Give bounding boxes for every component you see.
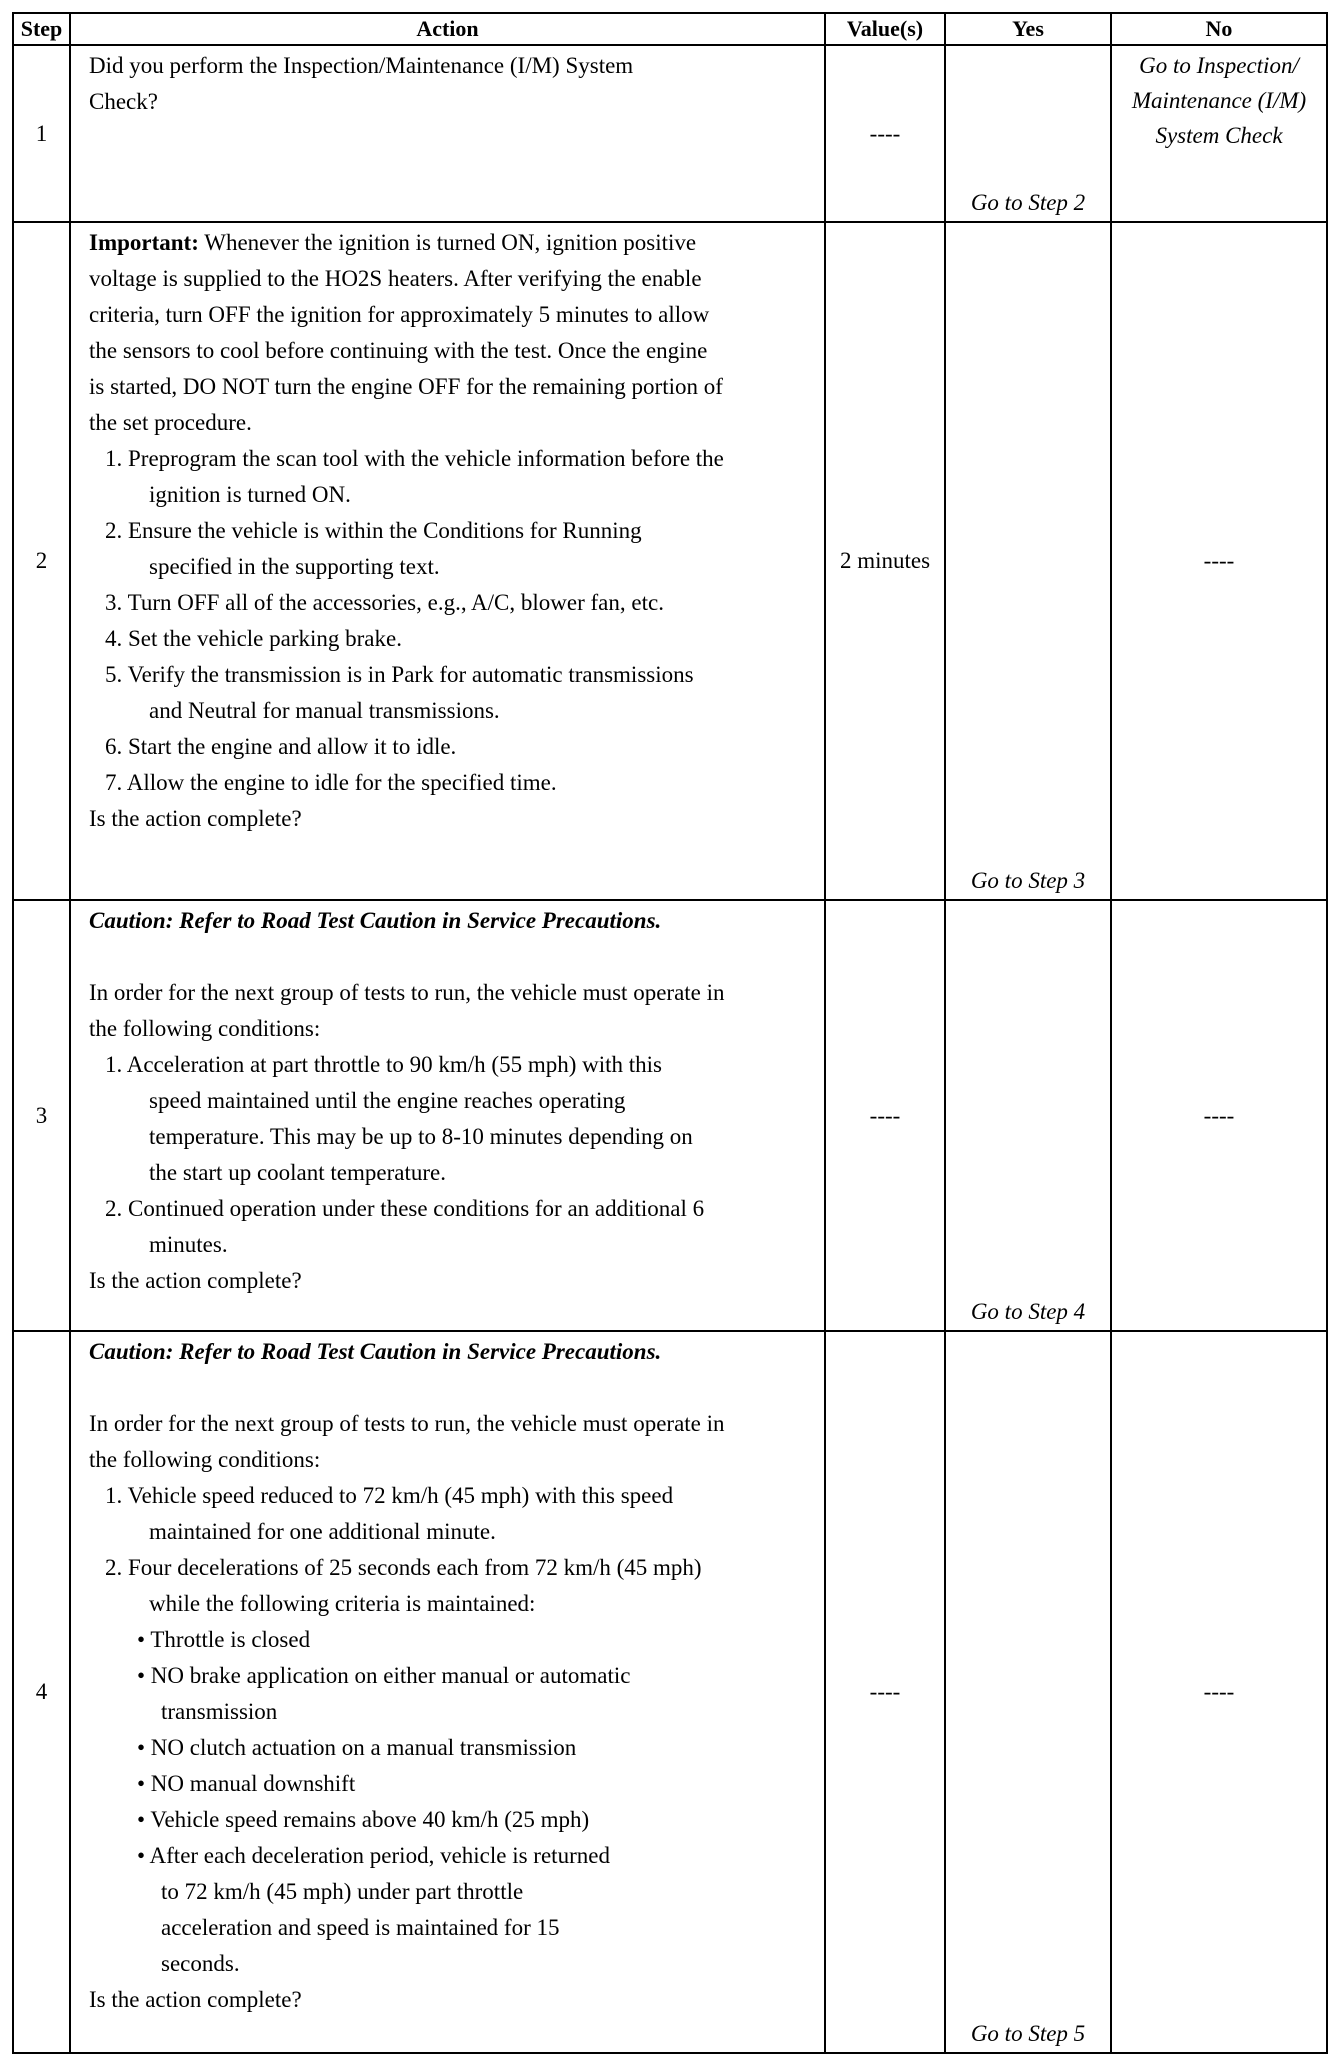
step-number: 1 (13, 45, 70, 222)
header-no: No (1111, 13, 1327, 45)
no-value: ---- (1111, 1331, 1327, 2053)
yes-link[interactable]: Go to Step 5 (945, 1331, 1111, 2053)
list-item: 4. Set the vehicle parking brake. (105, 626, 402, 651)
caution-note: Caution: Refer to Road Test Caution in Service Precautions. (89, 1339, 662, 1364)
header-action: Action (70, 13, 825, 45)
table-row (13, 900, 1327, 1331)
important-text: Whenever the ignition is turned ON, ignition positive voltage is supplied to the HO2S heaters. After verifying the enable criteria, turn OFF the ignition for approximately 5 minutes to allow the sensors to cool before continuing with the test. Once the engine is started, DO NOT turn the engine OFF for the remaining portion of the set procedure. (89, 230, 723, 435)
completion-question: Is the action complete? (89, 1268, 302, 1293)
value-cell: 2 minutes (825, 222, 945, 900)
list-item: 5. Verify the transmission is in Park for automatic transmissions and Neutral for manual transmissions. (105, 662, 694, 723)
bullet-item: • NO clutch actuation on a manual transmission (137, 1735, 577, 1760)
bullet-item: • NO brake application on either manual or automatic transmission (137, 1663, 631, 1724)
list-item: 6. Start the engine and allow it to idle. (105, 734, 457, 759)
procedure-steps (89, 1478, 816, 1622)
list-item: 2. Ensure the vehicle is within the Conditions for Running specified in the supporting text. (105, 518, 642, 579)
no-value: ---- (1111, 900, 1327, 1331)
value-cell: ---- (825, 1331, 945, 2053)
list-item: 1. Preprogram the scan tool with the vehicle information before the ignition is turned ON. (105, 446, 724, 507)
table-header-row (13, 13, 1327, 45)
intro-text: In order for the next group of tests to run, the vehicle must operate in the following conditions: (89, 980, 725, 1041)
table-row (13, 45, 1327, 222)
criteria-bullets (89, 1622, 816, 1982)
spacer (89, 939, 816, 975)
procedure-steps (89, 441, 816, 801)
completion-question: Is the action complete? (89, 1987, 302, 2012)
yes-link[interactable]: Go to Step 4 (945, 900, 1111, 1331)
bullet-item: • NO manual downshift (137, 1771, 356, 1796)
bullet-item: • Throttle is closed (137, 1627, 311, 1652)
caution-note: Caution: Refer to Road Test Caution in Service Precautions. (89, 908, 662, 933)
list-item: 1. Vehicle speed reduced to 72 km/h (45 mph) with this speed maintained for one additional minute. (105, 1483, 674, 1544)
no-link[interactable]: Go to Inspection/ Maintenance (I/M) System Check (1111, 45, 1327, 222)
action-cell (70, 1331, 825, 2053)
header-step: Step (13, 13, 70, 45)
step-number: 4 (13, 1331, 70, 2053)
spacer (89, 1370, 816, 1406)
value-cell: ---- (825, 45, 945, 222)
header-yes: Yes (945, 13, 1111, 45)
bullet-item: • Vehicle speed remains above 40 km/h (25 mph) (137, 1807, 590, 1832)
action-cell (70, 900, 825, 1331)
header-values: Value(s) (825, 13, 945, 45)
list-item: 7. Allow the engine to idle for the specified time. (105, 770, 557, 795)
list-item: 3. Turn OFF all of the accessories, e.g., A/C, blower fan, etc. (105, 590, 664, 615)
procedure-steps (89, 1047, 816, 1263)
step-number: 2 (13, 222, 70, 900)
intro-text: In order for the next group of tests to run, the vehicle must operate in the following conditions: (89, 1411, 725, 1472)
list-item: 2. Continued operation under these conditions for an additional 6 minutes. (105, 1196, 705, 1257)
bullet-item: • After each deceleration period, vehicle is returned to 72 km/h (45 mph) under part throttle acceleration and speed is maintained for 15 seconds. (137, 1843, 610, 1976)
list-item: 2. Four decelerations of 25 seconds each from 72 km/h (45 mph) while the following criteria is maintained: (105, 1555, 702, 1616)
action-question: Did you perform the Inspection/Maintenance (I/M) System Check? (89, 53, 634, 114)
diagnostic-procedure-table (12, 12, 1328, 2054)
action-cell (70, 45, 825, 222)
list-item: 1. Acceleration at part throttle to 90 km/h (55 mph) with this speed maintained until the engine reaches operating temperature. This may be up to 8-10 minutes depending on the start up coolant temperature. (105, 1052, 693, 1185)
yes-link[interactable]: Go to Step 2 (945, 45, 1111, 222)
yes-link[interactable]: Go to Step 3 (945, 222, 1111, 900)
value-cell: ---- (825, 900, 945, 1331)
important-note (89, 225, 816, 441)
step-number: 3 (13, 900, 70, 1331)
table-row (13, 222, 1327, 900)
important-label: Important: (89, 230, 199, 255)
action-cell (70, 222, 825, 900)
completion-question: Is the action complete? (89, 806, 302, 831)
table-row (13, 1331, 1327, 2053)
no-value: ---- (1111, 222, 1327, 900)
